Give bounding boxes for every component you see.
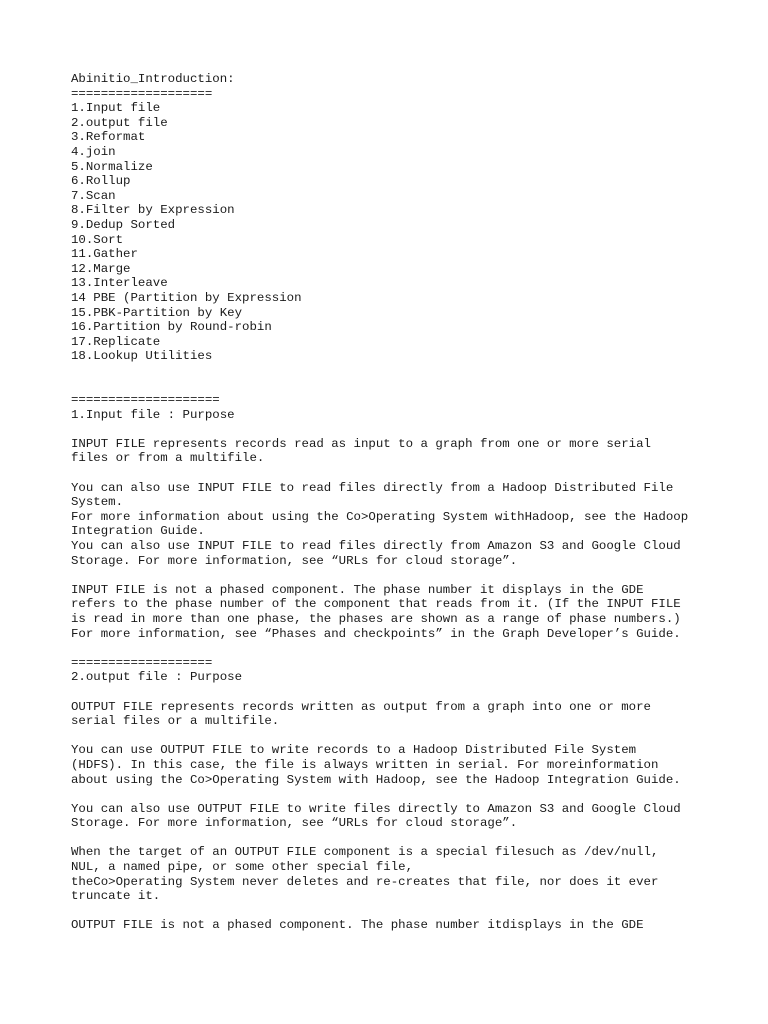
toc-item: 14 PBE (Partition by Expression bbox=[71, 290, 302, 305]
text-line: files or from a multifile. bbox=[71, 451, 265, 466]
text-line: For more information, see “Phases and checkpoints” in the Graph Developer’s Guide. bbox=[71, 626, 681, 641]
toc-item: 17.Replicate bbox=[71, 334, 161, 349]
paragraph bbox=[71, 743, 751, 787]
text-line: Integration Guide. bbox=[71, 524, 205, 539]
text-line: about using the Co>Operating System with Hadoop, see the Hadoop Integration Guide. bbox=[71, 772, 681, 787]
toc-item: 18.Lookup Utilities bbox=[71, 349, 213, 364]
title-rule: =================== bbox=[71, 86, 213, 101]
text-line: refers to the phase number of the component that reads from it. (If the INPUT FILE bbox=[71, 597, 681, 612]
text-line: Storage. For more information, see “URLs for cloud storage”. bbox=[71, 553, 518, 568]
text-line: NUL, a named pipe, or some other special file, bbox=[71, 860, 414, 875]
section-rule: ==================== bbox=[71, 393, 220, 408]
toc-item: 15.PBK-Partition by Key bbox=[71, 305, 243, 320]
text-line: You can also use OUTPUT FILE to write files directly to Amazon S3 and Google Cloud bbox=[71, 801, 681, 816]
document-title: Abinitio_Introduction: bbox=[71, 72, 235, 86]
text-line: OUTPUT FILE is not a phased component. The phase number itdisplays in the GDE bbox=[71, 918, 644, 933]
toc-item: 10.Sort bbox=[71, 232, 124, 247]
text-line: (HDFS). In this case, the file is always written in serial. For moreinformation bbox=[71, 757, 659, 772]
paragraph bbox=[71, 700, 751, 729]
paragraph bbox=[71, 481, 751, 569]
text-line: INPUT FILE represents records read as input to a graph from one or more serial bbox=[71, 436, 651, 451]
section-output-file bbox=[71, 656, 751, 933]
paragraph bbox=[71, 583, 751, 641]
section-heading: 2.output file : Purpose bbox=[71, 670, 243, 685]
paragraph bbox=[71, 437, 751, 466]
toc-item: 9.Dedup Sorted bbox=[71, 217, 176, 232]
toc-item: 3.Reformat bbox=[71, 130, 146, 145]
section-input-file bbox=[71, 393, 751, 641]
toc-item: 6.Rollup bbox=[71, 174, 131, 189]
text-line: theCo>Operating System never deletes and re-creates that file, nor does it ever bbox=[71, 874, 659, 889]
text-line: For more information about using the Co>Operating System withHadoop, see the Hadoop bbox=[71, 509, 689, 524]
toc-item: 13.Interleave bbox=[71, 276, 168, 291]
paragraph bbox=[71, 918, 751, 933]
section-rule: =================== bbox=[71, 655, 213, 670]
toc-item: 5.Normalize bbox=[71, 159, 153, 174]
text-line: System. bbox=[71, 495, 124, 510]
toc-item: 16.Partition by Round-robin bbox=[71, 320, 272, 335]
section-heading: 1.Input file : Purpose bbox=[71, 407, 235, 422]
document-page bbox=[71, 72, 751, 933]
text-line: You can also use INPUT FILE to read files directly from Amazon S3 and Google Cloud bbox=[71, 539, 681, 553]
toc-item: 7.Scan bbox=[71, 188, 116, 203]
toc-list bbox=[71, 101, 751, 364]
text-line: You can use OUTPUT FILE to write records to a Hadoop Distributed File System bbox=[71, 743, 637, 758]
toc-item: 2.output file bbox=[71, 115, 168, 130]
toc-item: 8.Filter by Expression bbox=[71, 203, 235, 218]
paragraph bbox=[71, 802, 751, 831]
text-line: Storage. For more information, see “URLs for cloud storage”. bbox=[71, 816, 518, 831]
text-line: INPUT FILE is not a phased component. The phase number it displays in the GDE bbox=[71, 582, 644, 597]
paragraph bbox=[71, 845, 751, 903]
text-line: serial files or a multifile. bbox=[71, 714, 280, 729]
text-line: truncate it. bbox=[71, 889, 161, 904]
text-line: You can also use INPUT FILE to read files directly from a Hadoop Distributed File bbox=[71, 480, 674, 495]
toc-item: 12.Marge bbox=[71, 261, 131, 276]
text-line: When the target of an OUTPUT FILE component is a special filesuch as /dev/null, bbox=[71, 845, 659, 860]
text-line: is read in more than one phase, the phases are shown as a range of phase numbers.) bbox=[71, 611, 681, 626]
toc-item: 11.Gather bbox=[71, 247, 138, 262]
toc-item: 1.Input file bbox=[71, 101, 161, 116]
text-line: OUTPUT FILE represents records written as output from a graph into one or more bbox=[71, 699, 651, 714]
toc-item: 4.join bbox=[71, 144, 116, 159]
